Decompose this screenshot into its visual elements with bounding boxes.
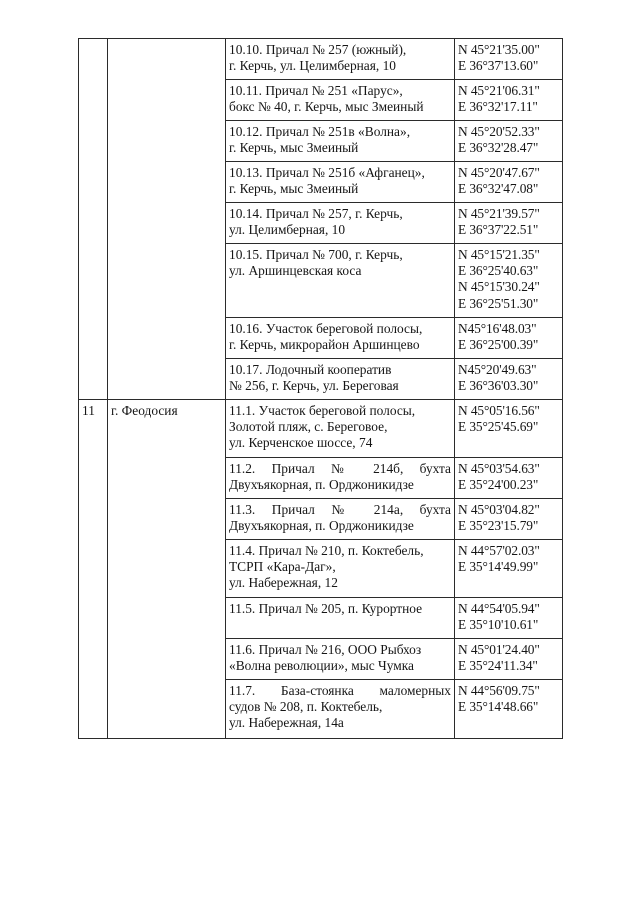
place-line: 10.11. Причал № 251 «Парус», <box>229 83 403 98</box>
place-cell <box>226 680 455 739</box>
longitude: E 36°37'22.51" <box>458 222 539 238</box>
place-cell <box>226 458 455 499</box>
coordinates-cell <box>455 318 563 359</box>
place-line: ул. Набережная, 14а <box>229 715 344 731</box>
place-line: 11.3. Причал № 214а, бухта <box>229 502 451 517</box>
place-line: Двухъякорная, п. Орджоникидзе <box>229 518 414 534</box>
latitude: N 45°01'24.40" <box>458 642 540 657</box>
place-cell <box>226 598 455 639</box>
place-line: 10.14. Причал № 257, г. Керчь, <box>229 206 403 221</box>
section-number: 11 <box>82 403 95 418</box>
place-cell <box>226 244 455 318</box>
place-line: 11.4. Причал № 210, п. Коктебель, <box>229 543 424 558</box>
place-line: 10.10. Причал № 257 (южный), <box>229 42 407 57</box>
place-line: г. Керчь, мыс Змеиный <box>229 181 359 197</box>
coordinates-cell <box>455 540 563 598</box>
place-line: Двухъякорная, п. Орджоникидзе <box>229 477 414 493</box>
city-cell <box>108 39 226 400</box>
coordinates-cell <box>455 162 563 203</box>
place-line: 10.13. Причал № 251б «Афганец», <box>229 165 425 180</box>
longitude: E 35°23'15.79" <box>458 518 539 534</box>
longitude: E 36°32'17.11" <box>458 99 538 115</box>
coordinates-cell <box>455 359 563 400</box>
coordinates-cell <box>455 400 563 458</box>
longitude: E 36°36'03.30" <box>458 378 539 394</box>
place-cell <box>226 39 455 80</box>
row-number-cell <box>79 400 108 739</box>
moorings-coordinates-table <box>78 38 563 739</box>
city-cell <box>108 400 226 739</box>
latitude: N 44°56'09.75" <box>458 683 540 698</box>
place-line: 10.15. Причал № 700, г. Керчь, <box>229 247 403 262</box>
place-cell <box>226 359 455 400</box>
longitude: E 36°25'51.30" <box>458 295 539 311</box>
longitude: E 35°14'48.66" <box>458 699 539 715</box>
place-line: 11.1. Участок береговой полосы, <box>229 403 416 418</box>
table-row <box>79 400 563 458</box>
longitude: E 35°14'49.99" <box>458 559 539 575</box>
place-line: г. Керчь, мыс Змеиный <box>229 140 359 156</box>
longitude: E 35°24'00.23" <box>458 477 539 493</box>
latitude: N 44°54'05.94" <box>458 601 540 616</box>
place-line: бокс № 40, г. Керчь, мыс Змеиный <box>229 99 424 115</box>
latitude: N 45°21'06.31" <box>458 83 540 98</box>
place-cell <box>226 80 455 121</box>
latitude: N 45°03'54.63" <box>458 461 540 476</box>
place-line: «Волна революции», мыс Чумка <box>229 658 414 674</box>
place-cell <box>226 121 455 162</box>
city-name: г. Феодосия <box>111 403 178 418</box>
place-line: 11.2. Причал № 214б, бухта <box>229 461 451 476</box>
place-line: 10.12. Причал № 251в «Волна», <box>229 124 411 139</box>
place-line: 11.5. Причал № 205, п. Курортное <box>229 601 423 616</box>
place-line: 10.16. Участок береговой полосы, <box>229 321 423 336</box>
place-line: Золотой пляж, с. Береговое, <box>229 419 388 435</box>
coordinates-cell <box>455 458 563 499</box>
row-number-cell <box>79 39 108 400</box>
latitude: N 45°15'30.24" <box>458 279 540 295</box>
latitude: N45°20'49.63" <box>458 362 537 377</box>
place-cell <box>226 540 455 598</box>
coordinates-cell <box>455 121 563 162</box>
place-line: г. Керчь, ул. Целимберная, 10 <box>229 58 396 74</box>
coordinates-cell <box>455 680 563 739</box>
latitude: N 45°05'16.56" <box>458 403 540 418</box>
longitude: E 35°25'45.69" <box>458 419 539 435</box>
latitude: N 45°21'35.00" <box>458 42 540 57</box>
longitude: E 35°24'11.34" <box>458 658 538 674</box>
latitude: N 44°57'02.03" <box>458 543 540 558</box>
place-cell <box>226 639 455 680</box>
coordinates-cell <box>455 39 563 80</box>
place-cell <box>226 162 455 203</box>
table-row <box>79 39 563 80</box>
coordinates-cell <box>455 203 563 244</box>
coordinates-cell <box>455 639 563 680</box>
longitude: E 36°25'40.63" <box>458 263 539 279</box>
place-cell <box>226 318 455 359</box>
longitude: E 36°32'28.47" <box>458 140 539 156</box>
latitude: N45°16'48.03" <box>458 321 537 336</box>
place-line: ул. Керченское шоссе, 74 <box>229 435 373 451</box>
latitude: N 45°20'52.33" <box>458 124 540 139</box>
place-line: ул. Набережная, 12 <box>229 575 338 591</box>
latitude: N 45°21'39.57" <box>458 206 540 221</box>
latitude: N 45°15'21.35" <box>458 247 540 262</box>
place-line: 11.7. База-стоянка маломерных <box>229 683 451 698</box>
place-line: № 256, г. Керчь, ул. Береговая <box>229 378 399 394</box>
latitude: N 45°03'04.82" <box>458 502 540 517</box>
longitude: E 36°37'13.60" <box>458 58 539 74</box>
place-line: судов № 208, п. Коктебель, <box>229 699 383 715</box>
place-line: 11.6. Причал № 216, ООО Рыбхоз <box>229 642 422 657</box>
coordinates-cell <box>455 598 563 639</box>
place-line: г. Керчь, микрорайон Аршинцево <box>229 337 420 353</box>
place-line: ТСРП «Кара-Даг», <box>229 559 336 575</box>
place-cell <box>226 400 455 458</box>
coordinates-cell <box>455 80 563 121</box>
latitude: N 45°20'47.67" <box>458 165 540 180</box>
longitude: E 36°32'47.08" <box>458 181 539 197</box>
place-cell <box>226 203 455 244</box>
coordinates-cell <box>455 244 563 318</box>
place-cell <box>226 499 455 540</box>
place-line: ул. Целимберная, 10 <box>229 222 346 238</box>
coordinates-cell <box>455 499 563 540</box>
place-line: ул. Аршинцевская коса <box>229 263 362 279</box>
longitude: E 35°10'10.61" <box>458 617 539 633</box>
longitude: E 36°25'00.39" <box>458 337 539 353</box>
place-line: 10.17. Лодочный кооператив <box>229 362 392 377</box>
